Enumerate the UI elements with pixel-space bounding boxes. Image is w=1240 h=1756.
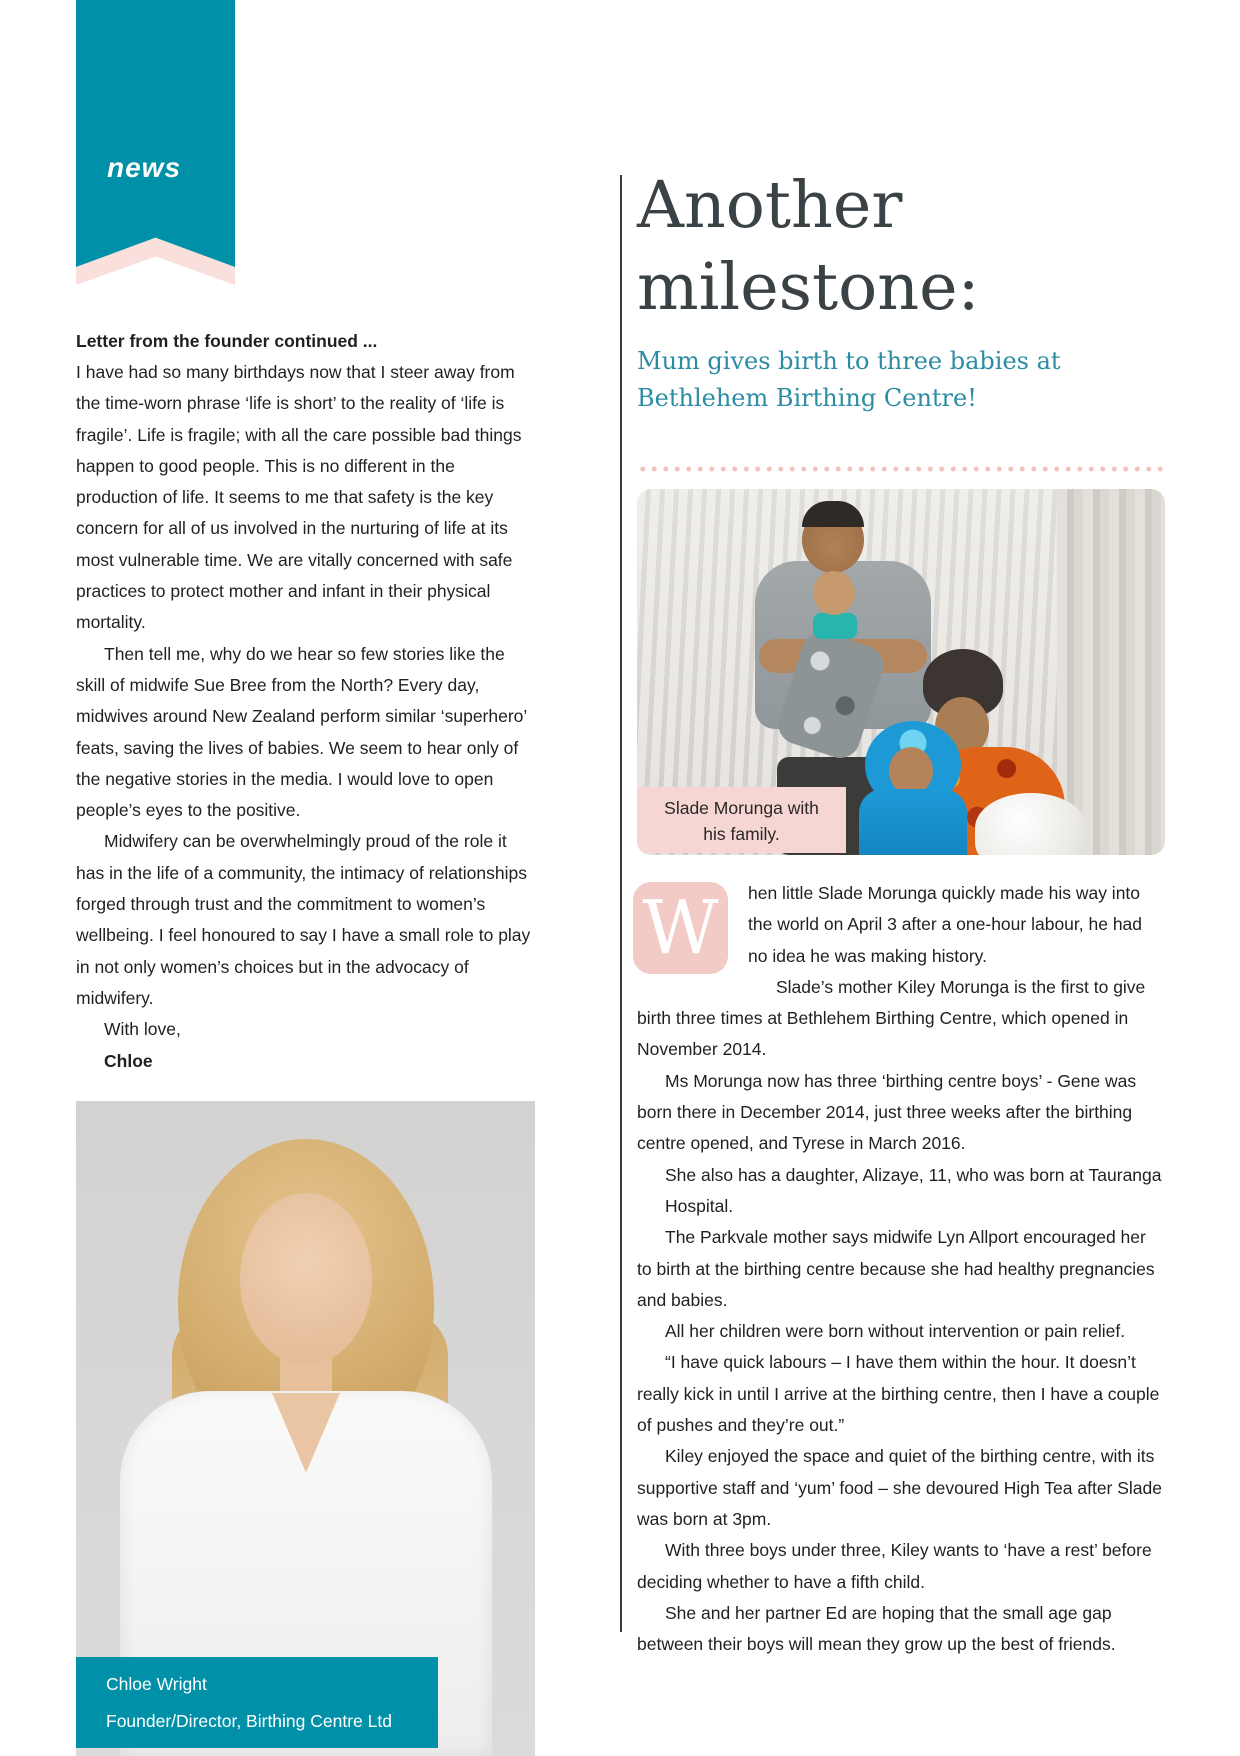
article-paragraph: hen little Slade Morunga quickly made his way into the world on April 3 after a one-hour labour, he had no idea he was making history. [748, 883, 1143, 966]
chloe-wright-photo [76, 1101, 535, 1756]
article-paragraph: She also has a daughter, Alizaye, 11, who was born at Tauranga Hospital. [665, 1164, 1162, 1216]
photo-child-shape [889, 747, 933, 795]
founder-letter-column [76, 326, 536, 1756]
article-paragraph: “I have quick labours – I have them within the hour. It doesn’t really kick in until I arrive at the birthing centre, then I have a couple of pushes and they’re out.” [637, 1352, 1160, 1436]
letter-heading: Letter from the founder continued ... [76, 331, 378, 351]
article-paragraph: Ms Morunga now has three ‘birthing centre boys’ - Gene was born there in December 2014, just three weeks after the birthing centre opened, and Tyrese in March 2016. [637, 1070, 1137, 1154]
letter-signature: Chloe [104, 1050, 153, 1071]
photo-newborn-bundle-shape [975, 793, 1087, 855]
article-paragraph: Slade’s mother Kiley Morunga is the first to give birth three times at Bethlehem Birthing Centre, which opened in November 2014. [637, 976, 1146, 1060]
article-column [637, 165, 1165, 1660]
article-paragraph: All her children were born without intervention or pain relief. [665, 1321, 1126, 1342]
family-caption-box: Slade Morunga with his family. [637, 787, 846, 853]
news-ribbon-label: news [107, 152, 182, 183]
ribbon-teal-banner [76, 0, 235, 267]
letter-paragraph: Midwifery can be overwhelmingly proud of the role it has in the life of a community, the intimacy of relationships forged through trust and the commitment to women’s wellbeing. I feel honoured to say I have a small role to play in not only women’s choices but in the advocacy of midwifery. [76, 831, 531, 1008]
article-body [637, 878, 1165, 1660]
family-photo [637, 489, 1165, 855]
photo-father-shape [802, 501, 864, 527]
article-paragraph: Kiley enjoyed the space and quiet of the birthing centre, with its supportive staff and ‘yum’ food – she devoured High Tea after Slade was born at 3pm. [637, 1446, 1163, 1529]
news-ribbon [76, 0, 235, 285]
dotted-separator [637, 466, 1165, 472]
photo-face-shape [240, 1193, 372, 1365]
letter-signoff: With love, [104, 1019, 181, 1040]
caption-title: Founder/Director, Birthing Centre Ltd [106, 1710, 392, 1731]
article-paragraph: With three boys under three, Kiley wants to ‘have a rest’ before deciding whether to have a fifth child. [637, 1540, 1152, 1592]
chloe-caption-box [76, 1657, 438, 1748]
article-subhead: Mum gives birth to three babies at Bethlehem Birthing Centre! [637, 347, 1061, 412]
letter-paragraph: I have had so many birthdays now that I steer away from the time-worn phrase ‘life is short’ to the reality of ‘life is fragile’. Life is fragile; with all the care possible bad things happen to good people. This is no different in the production of life. It seems to me that safety is the key concern for all of us involved in the nurturing of life at its most vulnerable time. We are vitally concerned with safe practices to protect mother and infant in their physical mortality. [76, 362, 522, 633]
caption-name: Chloe Wright [106, 1673, 207, 1694]
article-paragraph: She and her partner Ed are hoping that the small age gap between their boys will mean they grow up the best of friends. [637, 1602, 1116, 1655]
drop-cap: W [633, 882, 728, 974]
article-headline: Another milestone: [637, 168, 980, 325]
photo-baby-shape [813, 571, 855, 615]
photo-child-shape [859, 789, 967, 855]
photo-curtain-shape [1057, 489, 1165, 855]
photo-baby-shape [813, 613, 857, 639]
article-paragraph: The Parkvale mother says midwife Lyn Allport encouraged her to birth at the birthing centre because she had healthy pregnancies and babies. [637, 1227, 1155, 1310]
letter-paragraph: Then tell me, why do we hear so few stories like the skill of midwife Sue Bree from the North? Every day, midwives around New Zealand perform similar ‘superhero’ feats, saving the lives of babies. We seem to hear only of the negative stories in the media. I would love to open people’s eyes to the positive. [76, 643, 527, 821]
column-divider [620, 175, 622, 1632]
